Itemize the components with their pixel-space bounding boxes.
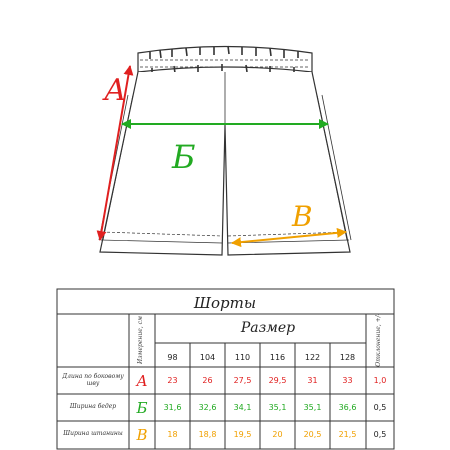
size-col-header: 122 — [304, 353, 321, 362]
size-col-header: 116 — [269, 353, 286, 362]
size-header: Размер — [240, 320, 296, 336]
row-value: 29,5 — [268, 376, 287, 385]
size-col-header: 110 — [234, 353, 251, 362]
row-name: Ширина бедер — [69, 403, 117, 410]
row-value: 27,5 — [233, 376, 252, 385]
row-value: 26 — [202, 376, 213, 385]
row-value: 33 — [342, 376, 353, 385]
row-value: 34,1 — [233, 403, 252, 412]
row-letter: Б — [136, 399, 148, 417]
drawing-label-a: А — [104, 73, 127, 108]
tolerance-header: Отклонение, +/- — [375, 313, 382, 367]
row-value: 19,5 — [233, 430, 252, 439]
row-letter: В — [136, 426, 148, 444]
row-value: 20,5 — [303, 430, 322, 439]
row-name: Длина по боковому шву — [62, 373, 124, 387]
row-value: 21,5 — [338, 430, 357, 439]
row-value: 20 — [272, 430, 283, 439]
row-value: 31,6 — [163, 403, 182, 412]
row-value: 18,8 — [198, 430, 217, 439]
row-value: 35,1 — [303, 403, 322, 412]
row-value: 32,6 — [198, 403, 217, 412]
row-value: 36,6 — [338, 403, 357, 412]
drawing-label-v: В — [292, 200, 313, 233]
table-title: Шорты — [193, 294, 257, 312]
row-tolerance: 1,0 — [373, 376, 387, 385]
row-value: 23 — [167, 376, 178, 385]
row-tolerance: 0,5 — [373, 430, 387, 439]
drawing-label-b: Б — [172, 138, 196, 176]
row-value: 18 — [167, 430, 178, 439]
row-name: Ширина штанины — [63, 430, 123, 437]
size-col-header: 104 — [199, 353, 216, 362]
size-col-header: 128 — [339, 353, 356, 362]
row-letter: А — [136, 372, 148, 390]
row-tolerance: 0,5 — [373, 403, 387, 412]
size-col-header: 98 — [167, 353, 178, 362]
row-value: 31 — [307, 376, 318, 385]
measure-col-header: Измерение, см — [137, 316, 144, 364]
row-value: 35,1 — [268, 403, 287, 412]
